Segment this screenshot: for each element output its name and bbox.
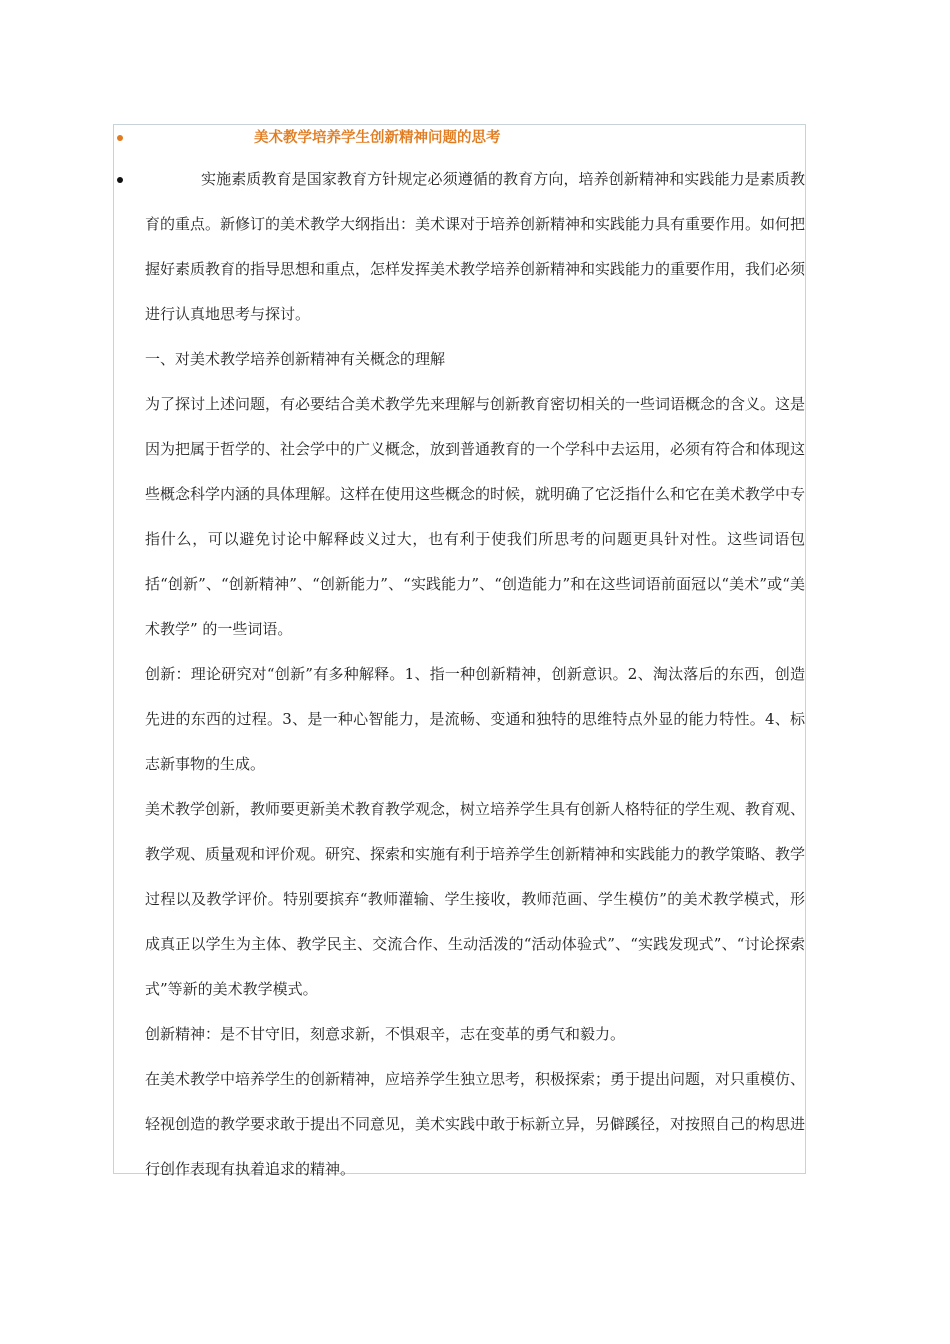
- paragraph: 在美术教学中培养学生的创新精神，应培养学生独立思考，积极探索；勇于提出问题，对只重模仿、轻视创造的教学要求敢于提出不同意见，美术实践中敢于标新立异，另僻蹊径，对按照自己的构思进行创作表现有执着追求的精神。: [145, 1070, 806, 1178]
- bullet-icon: [117, 135, 123, 141]
- paragraph: 创新精神：是不甘守旧，刻意求新，不惧艰辛，志在变革的勇气和毅力。: [145, 1025, 626, 1043]
- document-title: 美术教学培养学生创新精神问题的思考: [254, 130, 501, 146]
- paragraph: 为了探讨上述问题，有必要结合美术教学先来理解与创新教育密切相关的一些词语概念的含义。这是因为把属于哲学的、社会学中的广义概念，放到普通教育的一个学科中去运用，必须有符合和体现这些概念科学内涵的具体理解。这样在使用这些概念的时候，就明确了它泛指什么和它在美术教学中专指什么，可以避免讨论中解释歧义过大，也有利于使我们所思考的问题更具针对性。这些词语包括“创新”、“创新精神”、“创新能力”、“实践能力”、“创造能力”和在这些词语前面冠以“美术”或“美术教学” 的一些词语。: [145, 395, 806, 638]
- bullet-icon: [117, 177, 123, 183]
- paragraph-intro: 实施素质教育是国家教育方针规定必须遵循的教育方向，培养创新精神和实践能力是素质教育的重点。新修订的美术教学大纲指出：美术课对于培养创新精神和实践能力具有重要作用。如何把握好素质教育的指导思想和重点，怎样发挥美术教学培养创新精神和实践能力的重要作用，我们必须进行认真地思考与探讨。: [145, 170, 806, 323]
- section-heading: 一、对美术教学培养创新精神有关概念的理解: [145, 350, 446, 368]
- document-body: [145, 157, 805, 1192]
- paragraph: 美术教学创新，教师要更新美术教育教学观念，树立培养学生具有创新人格特征的学生观、教育观、教学观、质量观和评价观。研究、探索和实施有利于培养学生创新精神和实践能力的教学策略、教学过程以及教学评价。特别要摈弃“教师灌输、学生接收，教师范画、学生模仿”的美术教学模式，形成真正以学生为主体、教学民主、交流合作、生动活泼的“活动体验式”、“实践发现式”、“讨论探索式”等新的美术教学模式。: [145, 800, 806, 998]
- paragraph: 创新：理论研究对“创新”有多种解释。1、指一种创新精神，创新意识。2、淘汰落后的东西，创造先进的东西的过程。3、是一种心智能力，是流畅、变通和独特的思维特点外显的能力特性。4、标志新事物的生成。: [145, 665, 805, 773]
